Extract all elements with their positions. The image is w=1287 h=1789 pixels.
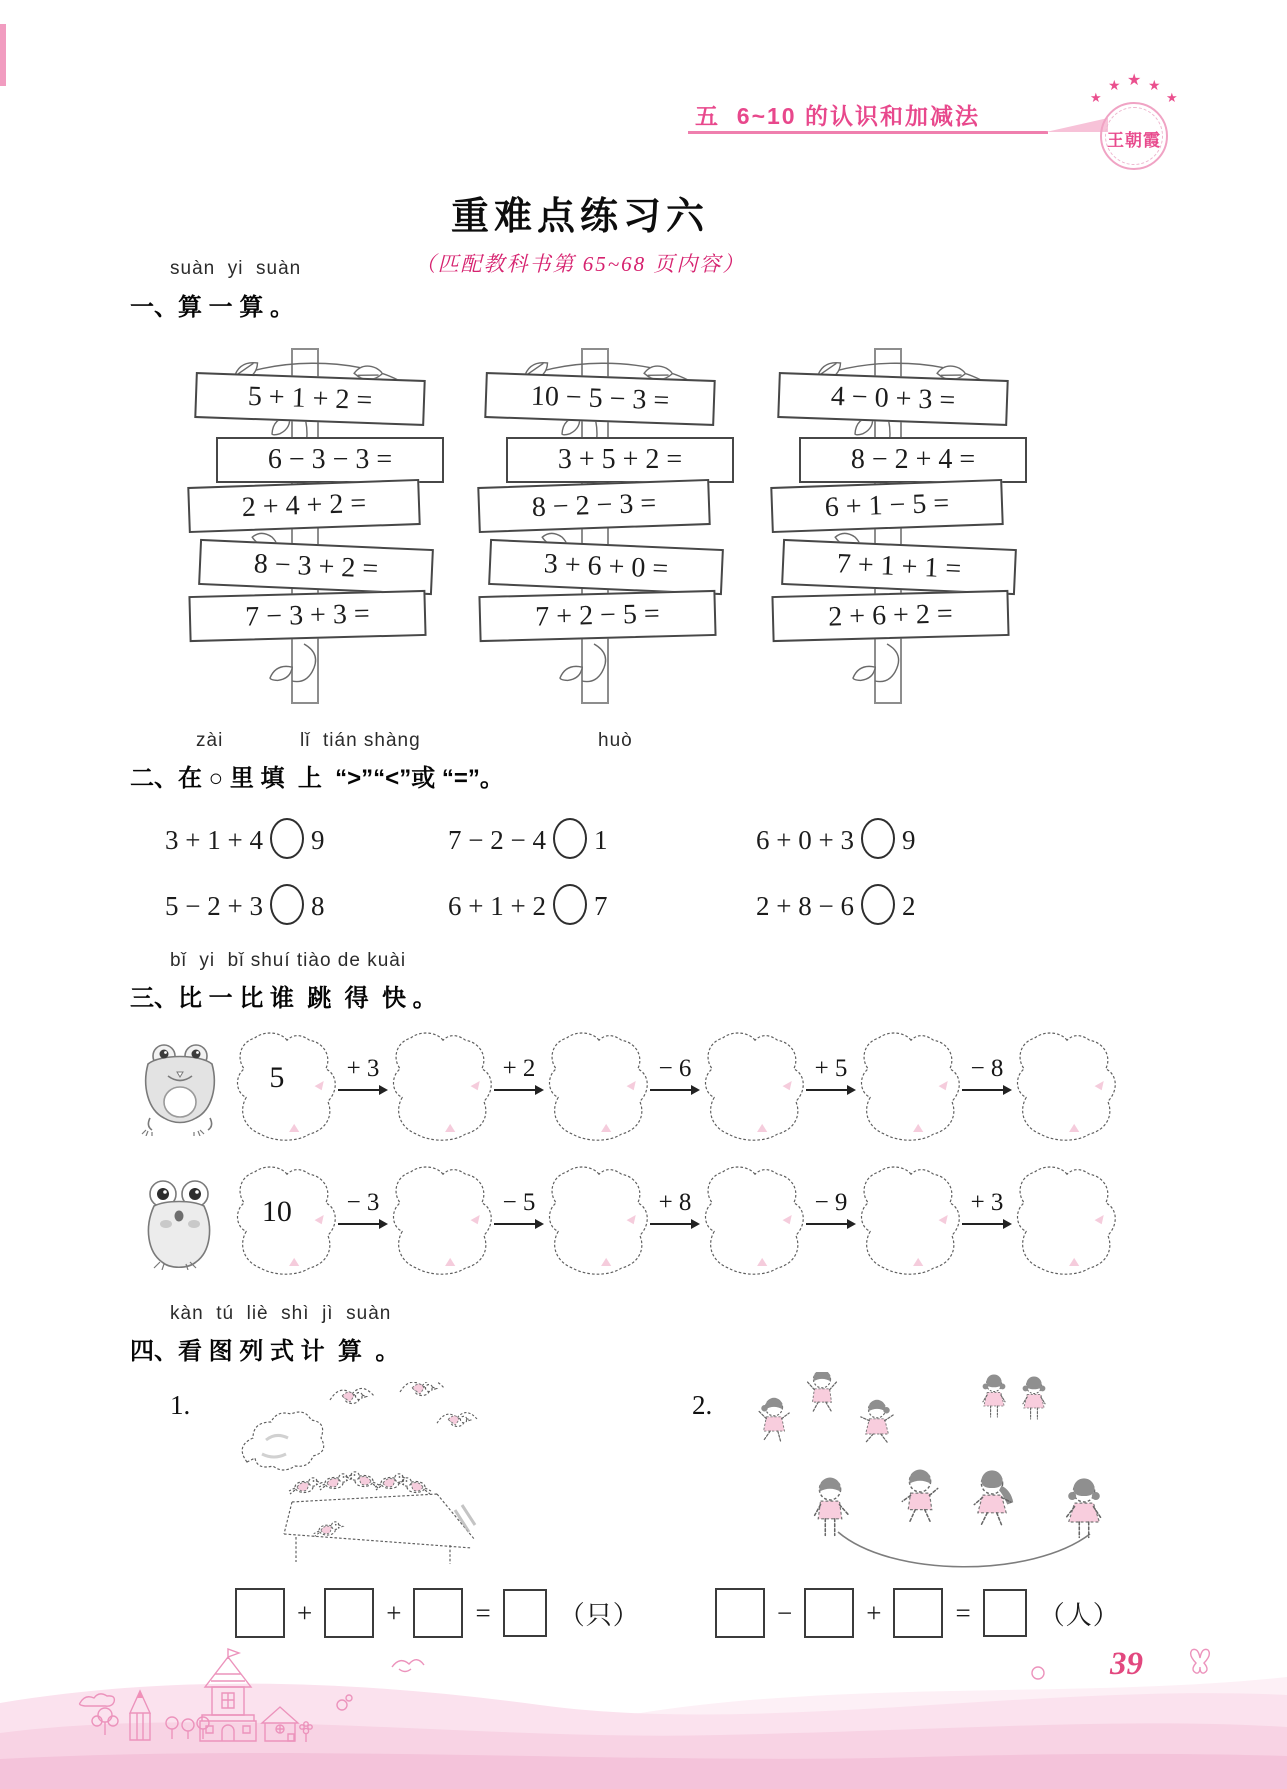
answer-box[interactable] bbox=[804, 1588, 854, 1638]
sign-board[interactable]: 7 + 1 + 1 = bbox=[781, 539, 1017, 595]
arrow-right-icon bbox=[338, 1084, 388, 1096]
jump-op-label: + 3 bbox=[346, 1054, 380, 1082]
answer-box[interactable] bbox=[324, 1588, 374, 1638]
compare-expression: 6 + 0 + 3 bbox=[756, 825, 854, 855]
compare-target: 1 bbox=[593, 825, 608, 855]
frog-1-icon bbox=[136, 1038, 224, 1136]
brand-logo bbox=[1086, 66, 1182, 172]
arrow-right-icon bbox=[494, 1084, 544, 1096]
signpost bbox=[440, 348, 740, 708]
chapter-title: 五 6~10 的认识和加减法 bbox=[695, 103, 980, 129]
star-icon: ★ bbox=[1090, 90, 1102, 105]
compare-item bbox=[448, 818, 607, 859]
bird-icon bbox=[392, 1660, 424, 1672]
jump-step bbox=[804, 1055, 858, 1096]
jump-op-label: − 5 bbox=[502, 1188, 536, 1216]
sign-board[interactable]: 7 + 2 − 5 = bbox=[478, 590, 716, 642]
worksheet-title: 重难点练习六 bbox=[450, 196, 709, 238]
lily-pad[interactable] bbox=[702, 1028, 804, 1146]
equation-unit: （只） bbox=[558, 1600, 640, 1630]
compare-expression: 7 − 2 − 4 bbox=[448, 825, 546, 855]
arrow-right-icon bbox=[338, 1218, 388, 1230]
lily-pad[interactable] bbox=[1014, 1028, 1116, 1146]
arrow-right-icon bbox=[806, 1218, 856, 1230]
section-3-pinyin: bǐ yi bǐ shuí tiào de kuài bbox=[170, 950, 407, 971]
equation-operator: + bbox=[386, 1597, 402, 1628]
jump-step bbox=[336, 1189, 390, 1230]
answer-box[interactable] bbox=[893, 1588, 943, 1638]
star-icon: ★ bbox=[1166, 90, 1178, 105]
equation-operator: = bbox=[475, 1597, 491, 1628]
star-icon: ★ bbox=[1148, 77, 1161, 93]
chapter-underline bbox=[688, 131, 1048, 134]
compare-circle[interactable] bbox=[861, 818, 895, 859]
lily-pad[interactable] bbox=[858, 1028, 960, 1146]
equation-operator: + bbox=[866, 1597, 882, 1628]
jump-step bbox=[960, 1189, 1014, 1230]
sign-board[interactable]: 8 − 2 − 3 = bbox=[477, 479, 710, 533]
lily-pad-start-value: 10 bbox=[261, 1195, 292, 1229]
compare-item bbox=[756, 818, 915, 859]
lily-pad[interactable] bbox=[546, 1028, 648, 1146]
page-number: 39 bbox=[1110, 1646, 1143, 1682]
sign-board[interactable]: 6 − 3 − 3 = bbox=[216, 437, 444, 483]
sign-board[interactable]: 6 + 1 − 5 = bbox=[770, 479, 1003, 533]
section-4-heading: 四、看 图 列 式 计 算 。 bbox=[130, 1338, 400, 1365]
answer-box[interactable] bbox=[503, 1589, 547, 1637]
arrow-right-icon bbox=[494, 1218, 544, 1230]
jump-op-label: + 8 bbox=[658, 1188, 692, 1216]
compare-circle[interactable] bbox=[270, 818, 304, 859]
compare-target: 9 bbox=[901, 825, 916, 855]
answer-box[interactable] bbox=[235, 1588, 285, 1638]
answer-box[interactable] bbox=[983, 1589, 1027, 1637]
jump-step bbox=[492, 1189, 546, 1230]
jump-step bbox=[960, 1055, 1014, 1096]
problem-label: 1. bbox=[170, 1390, 191, 1420]
jump-op-label: − 8 bbox=[970, 1054, 1004, 1082]
sign-board[interactable]: 5 + 1 + 2 = bbox=[194, 372, 425, 426]
bubble-icon bbox=[1032, 1667, 1044, 1679]
arrow-right-icon bbox=[962, 1218, 1012, 1230]
jump-row bbox=[136, 1162, 1116, 1280]
frog-2-icon bbox=[136, 1172, 224, 1270]
sign-board[interactable]: 8 − 3 + 2 = bbox=[198, 539, 434, 595]
compare-target: 9 bbox=[310, 825, 325, 855]
sign-board[interactable]: 10 − 5 − 3 = bbox=[484, 372, 715, 426]
butterfly-icon bbox=[1191, 1649, 1210, 1673]
compare-target: 7 bbox=[593, 891, 608, 921]
section-2-pinyin: zài bbox=[196, 730, 224, 751]
jump-op-label: − 6 bbox=[658, 1054, 692, 1082]
lily-pad[interactable] bbox=[858, 1162, 960, 1280]
compare-circle[interactable] bbox=[553, 818, 587, 859]
section-1-pinyin: suàn yi suàn bbox=[170, 258, 302, 279]
footer-illustration bbox=[0, 1641, 1287, 1789]
lily-pad[interactable] bbox=[390, 1162, 492, 1280]
sign-board[interactable]: 2 + 4 + 2 = bbox=[187, 479, 420, 533]
sign-board[interactable]: 3 + 5 + 2 = bbox=[506, 437, 734, 483]
sign-board[interactable]: 7 − 3 + 3 = bbox=[188, 590, 426, 642]
jump-step bbox=[648, 1189, 702, 1230]
edge-mark bbox=[0, 24, 6, 86]
jump-op-label: − 3 bbox=[346, 1188, 380, 1216]
section-2-pinyin: lǐ tián shàng bbox=[300, 730, 421, 751]
equation-2 bbox=[715, 1588, 1120, 1638]
jump-step bbox=[648, 1055, 702, 1096]
star-icon: ★ bbox=[1127, 72, 1142, 89]
problem-label: 2. bbox=[692, 1390, 713, 1420]
star-icon: ★ bbox=[1108, 77, 1121, 93]
compare-circle[interactable] bbox=[270, 884, 304, 925]
compare-expression: 5 − 2 + 3 bbox=[165, 891, 263, 921]
compare-item bbox=[165, 884, 324, 925]
logo-name: 王朝霞 bbox=[1107, 131, 1161, 150]
sign-board[interactable]: 8 − 2 + 4 = bbox=[799, 437, 1027, 483]
jump-op-label: + 5 bbox=[814, 1054, 848, 1082]
jump-row bbox=[136, 1028, 1116, 1146]
sign-board[interactable]: 3 + 6 + 0 = bbox=[488, 539, 724, 595]
section-3-heading: 三、比 一 比 谁 跳 得 快 。 bbox=[130, 985, 437, 1012]
compare-target: 8 bbox=[310, 891, 325, 921]
kids-scene-illustration bbox=[742, 1372, 1114, 1584]
equation-unit: （人） bbox=[1038, 1600, 1120, 1630]
lily-pad[interactable] bbox=[1014, 1162, 1116, 1280]
compare-expression: 3 + 1 + 4 bbox=[165, 825, 263, 855]
compare-item bbox=[165, 818, 324, 859]
jump-op-label: − 9 bbox=[814, 1188, 848, 1216]
compare-item bbox=[448, 884, 607, 925]
section-1-heading: 一、算 一 算 。 bbox=[130, 294, 295, 321]
jump-step bbox=[336, 1055, 390, 1096]
equation-1 bbox=[235, 1588, 640, 1638]
lily-pad-start bbox=[234, 1028, 336, 1146]
section-2-pinyin: huò bbox=[598, 730, 633, 751]
arrow-right-icon bbox=[650, 1218, 700, 1230]
section-4-pinyin: kàn tú liè shì jì suàn bbox=[170, 1303, 392, 1324]
lily-pad[interactable] bbox=[702, 1162, 804, 1280]
jump-op-label: + 3 bbox=[970, 1188, 1004, 1216]
lily-pad-start-value: 5 bbox=[269, 1061, 285, 1095]
answer-box[interactable] bbox=[413, 1588, 463, 1638]
equation-operator: − bbox=[777, 1597, 793, 1628]
jump-op-label: + 2 bbox=[502, 1054, 536, 1082]
arrow-right-icon bbox=[650, 1084, 700, 1096]
equation-operator: + bbox=[297, 1597, 313, 1628]
worksheet-subtitle: （匹配教科书第 65~68 页内容） bbox=[414, 252, 746, 276]
compare-circle[interactable] bbox=[861, 884, 895, 925]
jump-step bbox=[804, 1189, 858, 1230]
compare-item bbox=[756, 884, 915, 925]
answer-box[interactable] bbox=[715, 1588, 765, 1638]
equation-operator: = bbox=[955, 1597, 971, 1628]
signpost bbox=[150, 348, 450, 708]
arrow-right-icon bbox=[962, 1084, 1012, 1096]
compare-expression: 6 + 1 + 2 bbox=[448, 891, 546, 921]
jump-step bbox=[492, 1055, 546, 1096]
signpost bbox=[733, 348, 1033, 708]
compare-expression: 2 + 8 − 6 bbox=[756, 891, 854, 921]
sign-board[interactable]: 4 − 0 + 3 = bbox=[777, 372, 1008, 426]
compare-circle[interactable] bbox=[553, 884, 587, 925]
compare-target: 2 bbox=[901, 891, 916, 921]
bird-scene-illustration bbox=[232, 1382, 532, 1564]
lily-pad[interactable] bbox=[390, 1028, 492, 1146]
section-2-heading: 二、在 ○ 里 填 上 “>”“<”或 “=”。 bbox=[130, 765, 504, 792]
lily-pad-start bbox=[234, 1162, 336, 1280]
lily-pad[interactable] bbox=[546, 1162, 648, 1280]
arrow-right-icon bbox=[806, 1084, 856, 1096]
sign-board[interactable]: 2 + 6 + 2 = bbox=[771, 590, 1009, 642]
